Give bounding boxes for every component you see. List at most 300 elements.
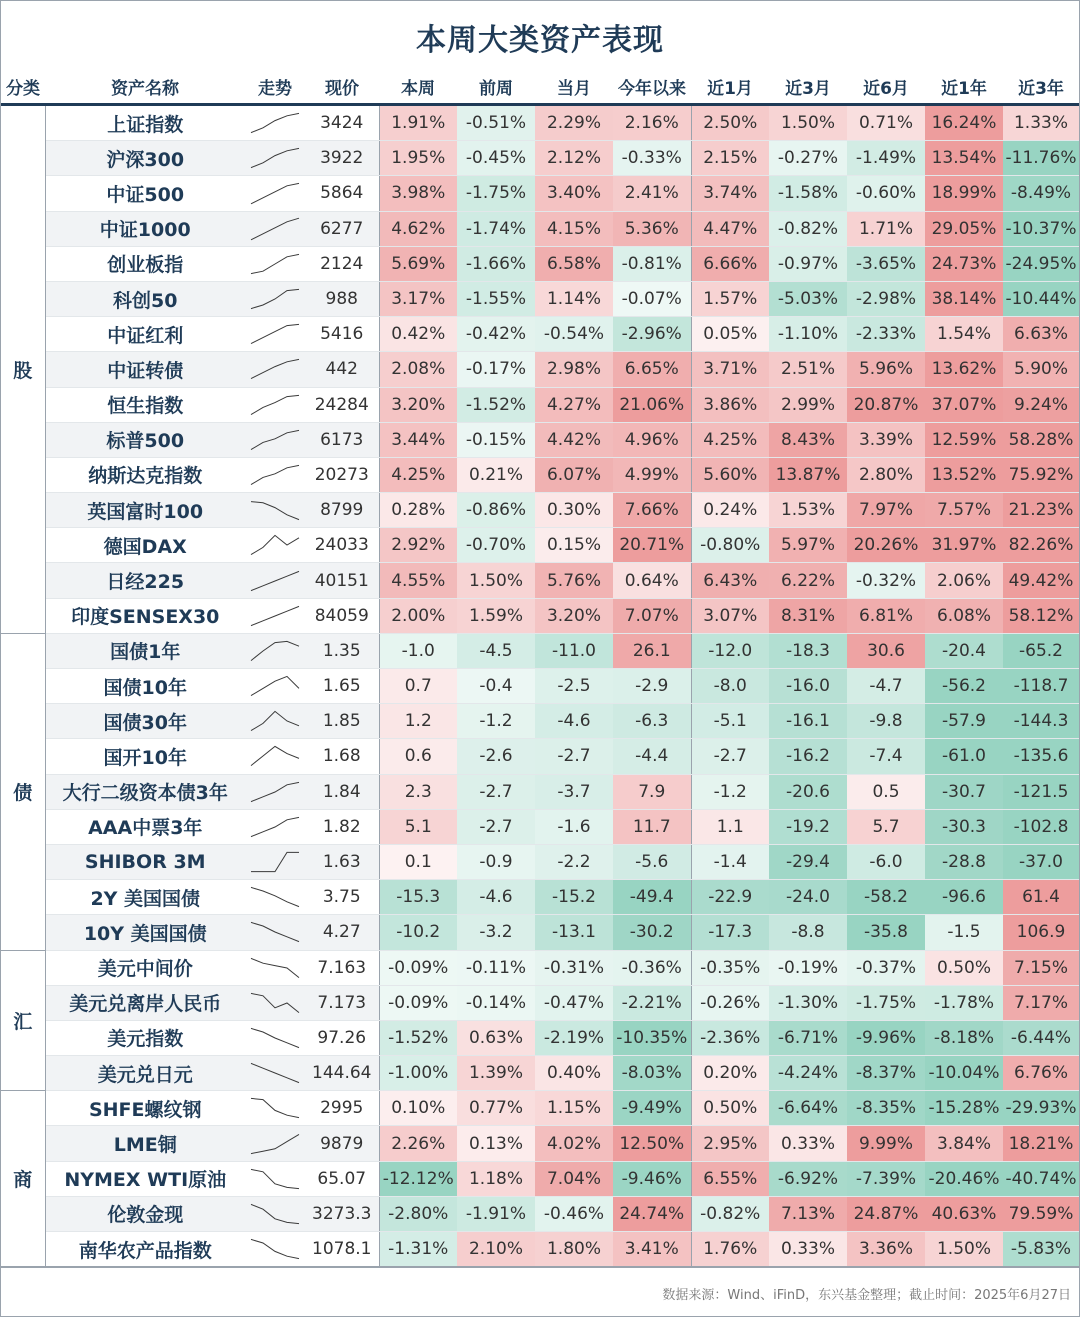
value-cell: 0.13% <box>457 1126 535 1161</box>
current-price: 4.27 <box>305 915 379 950</box>
value-cell: -13.1 <box>535 915 613 950</box>
value-cell: -0.47% <box>535 985 613 1020</box>
sparkline-path <box>251 1064 299 1083</box>
trend-sparkline <box>245 141 305 176</box>
sparkline-icon <box>249 1094 301 1122</box>
table-row <box>1 211 1079 246</box>
value-cell: 2.16% <box>613 105 691 141</box>
trend-sparkline <box>245 387 305 422</box>
value-cell: 1.50% <box>925 1232 1003 1267</box>
table-row <box>1 1126 1079 1161</box>
asset-name: 中证转债 <box>45 352 245 387</box>
value-cell: -12.0 <box>691 633 769 668</box>
sparkline-icon <box>249 567 301 595</box>
trend-sparkline <box>245 598 305 633</box>
value-cell: -6.44% <box>1003 1020 1079 1055</box>
value-cell: 3.44% <box>379 422 457 457</box>
value-cell: -2.6 <box>457 739 535 774</box>
asset-name: 沪深300 <box>45 141 245 176</box>
value-cell: -10.04% <box>925 1056 1003 1091</box>
value-cell: 2.80% <box>847 457 925 492</box>
trend-sparkline <box>245 352 305 387</box>
value-cell: -1.2 <box>457 704 535 739</box>
current-price: 84059 <box>305 598 379 633</box>
sparkline-icon <box>249 989 301 1017</box>
value-cell: -0.82% <box>691 1196 769 1231</box>
sparkline-path <box>251 641 299 660</box>
value-cell: 0.20% <box>691 1056 769 1091</box>
value-cell: 5.96% <box>847 352 925 387</box>
value-cell: -61.0 <box>925 739 1003 774</box>
value-cell: -12.12% <box>379 1161 457 1196</box>
value-cell: -0.60% <box>847 176 925 211</box>
value-cell: -35.8 <box>847 915 925 950</box>
value-cell: 16.24% <box>925 105 1003 141</box>
value-cell: 18.99% <box>925 176 1003 211</box>
footer <box>1 1267 1079 1303</box>
header-ytd: 今年以来 <box>613 69 691 105</box>
value-cell: -0.32% <box>847 563 925 598</box>
asset-name: 国债1年 <box>45 633 245 668</box>
value-cell: -4.4 <box>613 739 691 774</box>
value-cell: -2.7 <box>691 739 769 774</box>
value-cell: 2.3 <box>379 774 457 809</box>
trend-sparkline <box>245 1091 305 1126</box>
table-row <box>1 704 1079 739</box>
sparkline-icon <box>249 426 301 454</box>
current-price: 5416 <box>305 317 379 352</box>
value-cell: -0.27% <box>769 141 847 176</box>
header-3y: 近3年 <box>1003 69 1079 105</box>
value-cell: -2.98% <box>847 281 925 316</box>
value-cell: 3.41% <box>613 1232 691 1267</box>
value-cell: 0.30% <box>535 493 613 528</box>
current-price: 8799 <box>305 493 379 528</box>
value-cell: 4.25% <box>379 457 457 492</box>
value-cell: 1.1 <box>691 809 769 844</box>
current-price: 97.26 <box>305 1020 379 1055</box>
value-cell: 3.86% <box>691 387 769 422</box>
current-price: 1.82 <box>305 809 379 844</box>
value-cell: 5.36% <box>613 211 691 246</box>
value-cell: -20.4 <box>925 633 1003 668</box>
value-cell: -0.11% <box>457 950 535 985</box>
asset-name: 标普500 <box>45 422 245 457</box>
value-cell: -11.76% <box>1003 141 1079 176</box>
value-cell: 4.47% <box>691 211 769 246</box>
value-cell: -1.55% <box>457 281 535 316</box>
current-price: 988 <box>305 281 379 316</box>
value-cell: -1.10% <box>769 317 847 352</box>
current-price: 24284 <box>305 387 379 422</box>
table-row <box>1 317 1079 352</box>
sparkline-path <box>251 923 299 942</box>
value-cell: 0.77% <box>457 1091 535 1126</box>
value-cell: -144.3 <box>1003 704 1079 739</box>
value-cell: 21.06% <box>613 387 691 422</box>
current-price: 3.75 <box>305 880 379 915</box>
table-row <box>1 739 1079 774</box>
current-price: 7.163 <box>305 950 379 985</box>
table-row <box>1 1161 1079 1196</box>
asset-name: 日经225 <box>45 563 245 598</box>
sparkline-path <box>251 289 299 308</box>
value-cell: -0.54% <box>535 317 613 352</box>
value-cell: 38.14% <box>925 281 1003 316</box>
value-cell: -1.52% <box>457 387 535 422</box>
value-cell: 1.50% <box>457 563 535 598</box>
value-cell: -0.31% <box>535 950 613 985</box>
value-cell: -8.37% <box>847 1056 925 1091</box>
current-price: 1.85 <box>305 704 379 739</box>
table-row <box>1 1196 1079 1231</box>
trend-sparkline <box>245 950 305 985</box>
value-cell: 6.66% <box>691 246 769 281</box>
sparkline-path <box>251 571 299 590</box>
sparkline-icon <box>249 1024 301 1052</box>
value-cell: -0.15% <box>457 422 535 457</box>
current-price: 1.35 <box>305 633 379 668</box>
value-cell: -0.82% <box>769 211 847 246</box>
value-cell: -0.09% <box>379 985 457 1020</box>
sparkline-path <box>251 1169 299 1188</box>
value-cell: -10.2 <box>379 915 457 950</box>
current-price: 40151 <box>305 563 379 598</box>
value-cell: -1.00% <box>379 1056 457 1091</box>
value-cell: -2.7 <box>535 739 613 774</box>
sparkline-path <box>251 606 299 625</box>
value-cell: 1.80% <box>535 1232 613 1267</box>
value-cell: -24.0 <box>769 880 847 915</box>
value-cell: -40.74% <box>1003 1161 1079 1196</box>
value-cell: 13.62% <box>925 352 1003 387</box>
header-asset-name: 资产名称 <box>45 69 245 105</box>
asset-name: SHFE螺纹钢 <box>45 1091 245 1126</box>
value-cell: 9.99% <box>847 1126 925 1161</box>
current-price: 24033 <box>305 528 379 563</box>
sparkline-path <box>251 888 299 907</box>
value-cell: 5.60% <box>691 457 769 492</box>
value-cell: -15.28% <box>925 1091 1003 1126</box>
value-cell: -49.4 <box>613 880 691 915</box>
sparkline-icon <box>249 531 301 559</box>
value-cell: -1.75% <box>457 176 535 211</box>
value-cell: 79.59% <box>1003 1196 1079 1231</box>
value-cell: -0.19% <box>769 950 847 985</box>
value-cell: -6.0 <box>847 844 925 879</box>
table-row <box>1 528 1079 563</box>
trend-sparkline <box>245 985 305 1020</box>
value-cell: 1.54% <box>925 317 1003 352</box>
value-cell: -0.4 <box>457 669 535 704</box>
current-price: 6277 <box>305 211 379 246</box>
value-cell: -135.6 <box>1003 739 1079 774</box>
value-cell: 1.71% <box>847 211 925 246</box>
header-this-month: 当月 <box>535 69 613 105</box>
value-cell: 1.2 <box>379 704 457 739</box>
value-cell: -16.2 <box>769 739 847 774</box>
value-cell: 6.08% <box>925 598 1003 633</box>
current-price: 20273 <box>305 457 379 492</box>
value-cell: 30.6 <box>847 633 925 668</box>
trend-sparkline <box>245 633 305 668</box>
table-row <box>1 1091 1079 1126</box>
value-cell: -0.86% <box>457 493 535 528</box>
value-cell: 5.97% <box>769 528 847 563</box>
value-cell: -0.46% <box>535 1196 613 1231</box>
value-cell: 5.69% <box>379 246 457 281</box>
value-cell: 0.50% <box>691 1091 769 1126</box>
sparkline-icon <box>249 461 301 489</box>
value-cell: -28.8 <box>925 844 1003 879</box>
sparkline-icon <box>249 285 301 313</box>
table-row <box>1 915 1079 950</box>
value-cell: 1.59% <box>457 598 535 633</box>
value-cell: 26.1 <box>613 633 691 668</box>
value-cell: 5.76% <box>535 563 613 598</box>
value-cell: -1.6 <box>535 809 613 844</box>
value-cell: 4.96% <box>613 422 691 457</box>
trend-sparkline <box>245 739 305 774</box>
value-cell: 7.07% <box>613 598 691 633</box>
value-cell: -1.49% <box>847 141 925 176</box>
value-cell: -0.33% <box>613 141 691 176</box>
value-cell: 7.13% <box>769 1196 847 1231</box>
value-cell: -2.7 <box>457 774 535 809</box>
value-cell: 5.1 <box>379 809 457 844</box>
table-row <box>1 176 1079 211</box>
value-cell: 0.15% <box>535 528 613 563</box>
value-cell: -0.51% <box>457 105 535 141</box>
sparkline-icon <box>249 215 301 243</box>
value-cell: -121.5 <box>1003 774 1079 809</box>
value-cell: 2.00% <box>379 598 457 633</box>
current-price: 3424 <box>305 105 379 141</box>
value-cell: 3.74% <box>691 176 769 211</box>
asset-name: 美元中间价 <box>45 950 245 985</box>
value-cell: 1.57% <box>691 281 769 316</box>
value-cell: -0.81% <box>613 246 691 281</box>
value-cell: -2.2 <box>535 844 613 879</box>
value-cell: 1.33% <box>1003 105 1079 141</box>
value-cell: 13.52% <box>925 457 1003 492</box>
data-source: 数据来源：Wind、iFinD，东兴基金整理；截止时间：2025年6月27日 <box>662 1288 1071 1303</box>
sparkline-icon <box>249 496 301 524</box>
value-cell: 2.12% <box>535 141 613 176</box>
value-cell: 0.10% <box>379 1091 457 1126</box>
value-cell: -0.17% <box>457 352 535 387</box>
value-cell: -57.9 <box>925 704 1003 739</box>
current-price: 1.63 <box>305 844 379 879</box>
value-cell: 7.17% <box>1003 985 1079 1020</box>
value-cell: -1.30% <box>769 985 847 1020</box>
value-cell: 29.05% <box>925 211 1003 246</box>
trend-sparkline <box>245 774 305 809</box>
sparkline-path <box>251 149 299 168</box>
value-cell: 4.99% <box>613 457 691 492</box>
sparkline-path <box>251 817 299 836</box>
sparkline-path <box>251 113 299 132</box>
current-price: 6173 <box>305 422 379 457</box>
sparkline-icon <box>249 355 301 383</box>
table-row <box>1 1232 1079 1267</box>
sparkline-path <box>251 325 299 344</box>
value-cell: 24.74% <box>613 1196 691 1231</box>
value-cell: 3.98% <box>379 176 457 211</box>
value-cell: -0.9 <box>457 844 535 879</box>
trend-sparkline <box>245 1126 305 1161</box>
value-cell: 6.22% <box>769 563 847 598</box>
sparkline-icon <box>249 109 301 137</box>
value-cell: -1.58% <box>769 176 847 211</box>
value-cell: -4.6 <box>535 704 613 739</box>
asset-name: 大行二级资本债3年 <box>45 774 245 809</box>
value-cell: 2.92% <box>379 528 457 563</box>
value-cell: 1.50% <box>769 105 847 141</box>
trend-sparkline <box>245 1161 305 1196</box>
trend-sparkline <box>245 844 305 879</box>
sparkline-icon <box>249 179 301 207</box>
current-price: 1.65 <box>305 669 379 704</box>
trend-sparkline <box>245 704 305 739</box>
asset-name: 10Y 美国国债 <box>45 915 245 950</box>
sparkline-path <box>251 958 299 977</box>
sparkline-path <box>251 676 299 695</box>
value-cell: 0.05% <box>691 317 769 352</box>
value-cell: 4.27% <box>535 387 613 422</box>
value-cell: 0.21% <box>457 457 535 492</box>
sparkline-path <box>251 536 299 555</box>
value-cell: -2.21% <box>613 985 691 1020</box>
asset-name: 国开10年 <box>45 739 245 774</box>
current-price: 2124 <box>305 246 379 281</box>
sparkline-icon <box>249 742 301 770</box>
value-cell: -56.2 <box>925 669 1003 704</box>
category-bond: 债 <box>1 633 45 950</box>
value-cell: -10.44% <box>1003 281 1079 316</box>
value-cell: 9.24% <box>1003 387 1079 422</box>
table-row <box>1 880 1079 915</box>
value-cell: -4.5 <box>457 633 535 668</box>
value-cell: -3.7 <box>535 774 613 809</box>
header-category: 分类 <box>1 69 45 105</box>
sparkline-icon <box>249 672 301 700</box>
value-cell: 61.4 <box>1003 880 1079 915</box>
value-cell: 7.15% <box>1003 950 1079 985</box>
trend-sparkline <box>245 422 305 457</box>
trend-sparkline <box>245 211 305 246</box>
sparkline-path <box>251 184 299 204</box>
current-price: 7.173 <box>305 985 379 1020</box>
value-cell: -24.95% <box>1003 246 1079 281</box>
asset-name: NYMEX WTI原油 <box>45 1161 245 1196</box>
table-row <box>1 141 1079 176</box>
value-cell: -1.78% <box>925 985 1003 1020</box>
value-cell: -8.35% <box>847 1091 925 1126</box>
value-cell: 20.26% <box>847 528 925 563</box>
sparkline-path <box>251 1099 299 1118</box>
sparkline-icon <box>249 918 301 946</box>
value-cell: 4.55% <box>379 563 457 598</box>
value-cell: 2.06% <box>925 563 1003 598</box>
trend-sparkline <box>245 493 305 528</box>
current-price: 5864 <box>305 176 379 211</box>
current-price: 144.64 <box>305 1056 379 1091</box>
value-cell: -15.2 <box>535 880 613 915</box>
value-cell: -30.3 <box>925 809 1003 844</box>
value-cell: 1.39% <box>457 1056 535 1091</box>
value-cell: 6.65% <box>613 352 691 387</box>
value-cell: 3.71% <box>691 352 769 387</box>
value-cell: 1.53% <box>769 493 847 528</box>
value-cell: -9.96% <box>847 1020 925 1055</box>
value-cell: -2.9 <box>613 669 691 704</box>
value-cell: 58.12% <box>1003 598 1079 633</box>
value-cell: -1.91% <box>457 1196 535 1231</box>
value-cell: -5.1 <box>691 704 769 739</box>
sparkline-path <box>251 465 299 484</box>
value-cell: -1.2 <box>691 774 769 809</box>
current-price: 2995 <box>305 1091 379 1126</box>
sparkline-icon <box>249 1130 301 1158</box>
value-cell: -0.36% <box>613 950 691 985</box>
sparkline-icon <box>249 602 301 630</box>
sparkline-path <box>251 1239 299 1258</box>
trend-sparkline <box>245 176 305 211</box>
value-cell: 12.50% <box>613 1126 691 1161</box>
value-cell: -2.19% <box>535 1020 613 1055</box>
asset-name: 恒生指数 <box>45 387 245 422</box>
value-cell: -22.9 <box>691 880 769 915</box>
value-cell: 31.97% <box>925 528 1003 563</box>
trend-sparkline <box>245 317 305 352</box>
table-row <box>1 1020 1079 1055</box>
value-cell: 0.6 <box>379 739 457 774</box>
category-fx: 汇 <box>1 950 45 1091</box>
trend-sparkline <box>245 528 305 563</box>
value-cell: 3.36% <box>847 1232 925 1267</box>
value-cell: 0.63% <box>457 1020 535 1055</box>
value-cell: -9.8 <box>847 704 925 739</box>
value-cell: 6.81% <box>847 598 925 633</box>
value-cell: -0.35% <box>691 950 769 985</box>
value-cell: 24.87% <box>847 1196 925 1231</box>
value-cell: -102.8 <box>1003 809 1079 844</box>
value-cell: 7.57% <box>925 493 1003 528</box>
asset-name: 德国DAX <box>45 528 245 563</box>
value-cell: 21.23% <box>1003 493 1079 528</box>
sparkline-path <box>251 502 299 520</box>
asset-performance-table <box>1 69 1079 1267</box>
value-cell: 1.76% <box>691 1232 769 1267</box>
sparkline-icon <box>249 637 301 665</box>
value-cell: 58.28% <box>1003 422 1079 457</box>
value-cell: -30.7 <box>925 774 1003 809</box>
sparkline-path <box>251 254 299 273</box>
value-cell: -19.2 <box>769 809 847 844</box>
asset-name: 美元兑离岸人民币 <box>45 985 245 1020</box>
value-cell: 5.90% <box>1003 352 1079 387</box>
table-row <box>1 563 1079 598</box>
value-cell: -2.7 <box>457 809 535 844</box>
current-price: 3273.3 <box>305 1196 379 1231</box>
table-row <box>1 493 1079 528</box>
value-cell: 20.71% <box>613 528 691 563</box>
sparkline-icon <box>249 320 301 348</box>
value-cell: 2.51% <box>769 352 847 387</box>
value-cell: -5.03% <box>769 281 847 316</box>
value-cell: 2.08% <box>379 352 457 387</box>
